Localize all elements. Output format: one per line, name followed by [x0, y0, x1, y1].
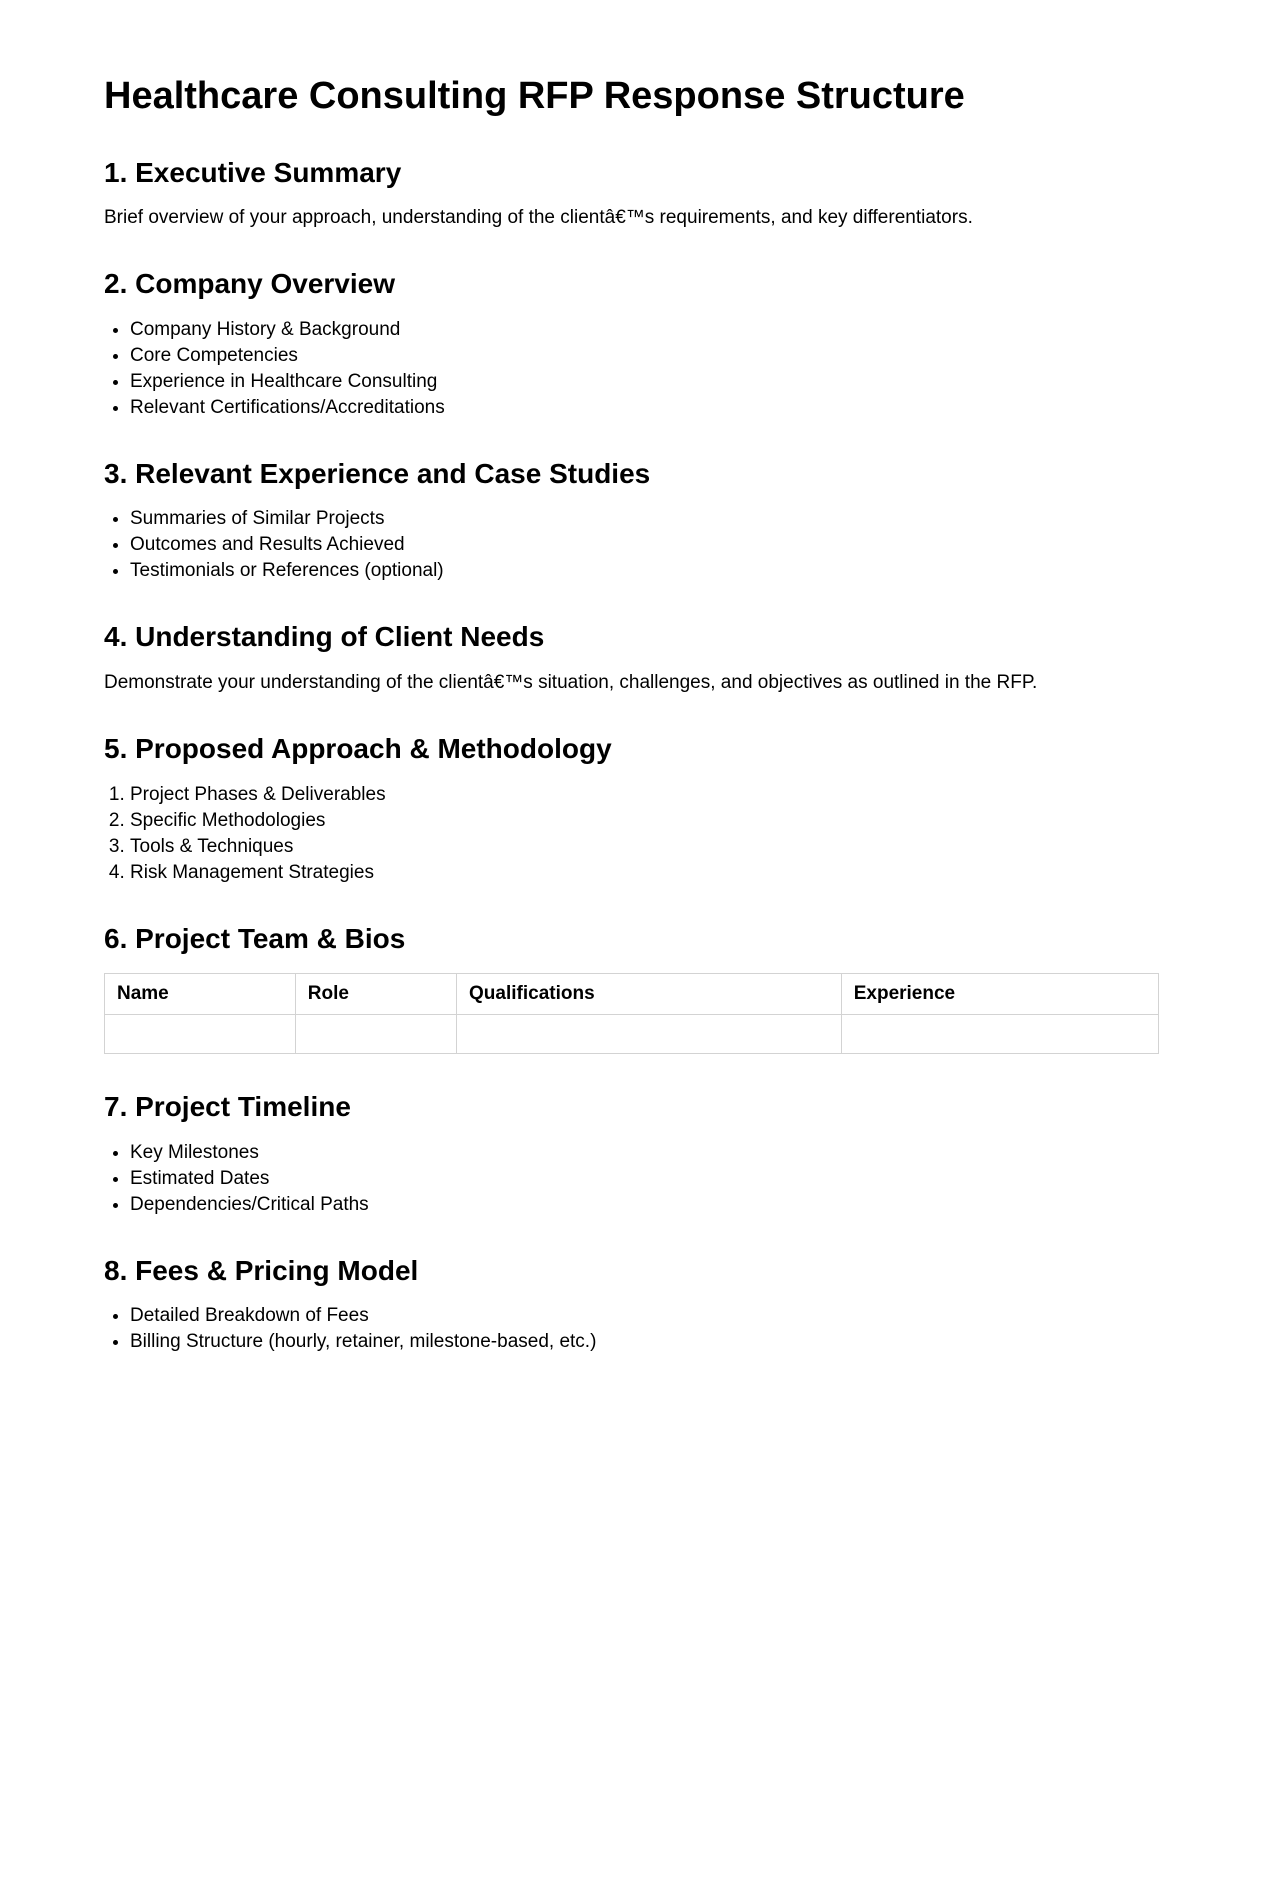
column-header-name: Name: [105, 974, 296, 1015]
section-executive-summary: [104, 156, 1159, 232]
bullet-list: [104, 317, 1159, 421]
column-header-experience: Experience: [841, 974, 1158, 1015]
section-heading: 3. Relevant Experience and Case Studies: [104, 457, 651, 489]
list-item: • Outcomes and Results Achieved: [130, 532, 1159, 558]
column-header-role: Role: [295, 974, 456, 1015]
list-item: • Experience in Healthcare Consulting: [130, 369, 1159, 395]
list-item: 1. Project Phases & Deliverables: [130, 782, 1159, 808]
section-project-team: [104, 922, 1159, 1055]
bullet-list: [104, 1303, 1159, 1355]
section-heading: 8. Fees & Pricing Model: [104, 1254, 419, 1286]
section-relevant-experience: [104, 457, 1159, 585]
section-client-needs: [104, 620, 1159, 696]
table-header-row: [105, 974, 1159, 1015]
section-paragraph: Demonstrate your understanding of the clientâ€™s situation, challenges, and objectives as outlined in the RFP.: [104, 671, 1038, 693]
document-title: Healthcare Consulting RFP Response Structure: [104, 75, 965, 117]
section-heading: 4. Understanding of Client Needs: [104, 621, 545, 653]
section-heading: 1. Executive Summary: [104, 156, 402, 188]
list-item: • Summaries of Similar Projects: [130, 506, 1159, 532]
section-project-timeline: [104, 1090, 1159, 1218]
table-cell-qualifications: [457, 1015, 842, 1054]
section-fees-pricing: [104, 1254, 1159, 1356]
list-item: 3. Tools & Techniques: [130, 834, 1159, 860]
list-item: • Core Competencies: [130, 343, 1159, 369]
section-heading: 7. Project Timeline: [104, 1091, 351, 1123]
list-item: • Testimonials or References (optional): [130, 558, 1159, 584]
bullet-list: [104, 506, 1159, 584]
table-cell-experience: [841, 1015, 1158, 1054]
section-paragraph: Brief overview of your approach, understanding of the clientâ€™s requirements, and key differentiators.: [104, 207, 973, 229]
section-approach-methodology: [104, 732, 1159, 886]
table-row: [105, 1015, 1159, 1054]
list-item: • Relevant Certifications/Accreditations: [130, 395, 1159, 421]
list-item: • Key Milestones: [130, 1140, 1159, 1166]
section-heading: 2. Company Overview: [104, 268, 396, 300]
list-item: • Dependencies/Critical Paths: [130, 1192, 1159, 1218]
table-cell-name: [105, 1015, 296, 1054]
section-company-overview: [104, 267, 1159, 421]
section-heading: 5. Proposed Approach & Methodology: [104, 732, 612, 764]
list-item: • Estimated Dates: [130, 1166, 1159, 1192]
section-heading: 6. Project Team & Bios: [104, 922, 406, 954]
team-table: [104, 973, 1159, 1054]
column-header-qualifications: Qualifications: [457, 974, 842, 1015]
list-item: • Detailed Breakdown of Fees: [130, 1303, 1159, 1329]
bullet-list: [104, 1140, 1159, 1218]
list-item: 2. Specific Methodologies: [130, 808, 1159, 834]
list-item: • Company History & Background: [130, 317, 1159, 343]
list-item: 4. Risk Management Strategies: [130, 860, 1159, 886]
list-item: • Billing Structure (hourly, retainer, milestone-based, etc.): [130, 1329, 1159, 1355]
table-cell-role: [295, 1015, 456, 1054]
numbered-list: [104, 782, 1159, 886]
